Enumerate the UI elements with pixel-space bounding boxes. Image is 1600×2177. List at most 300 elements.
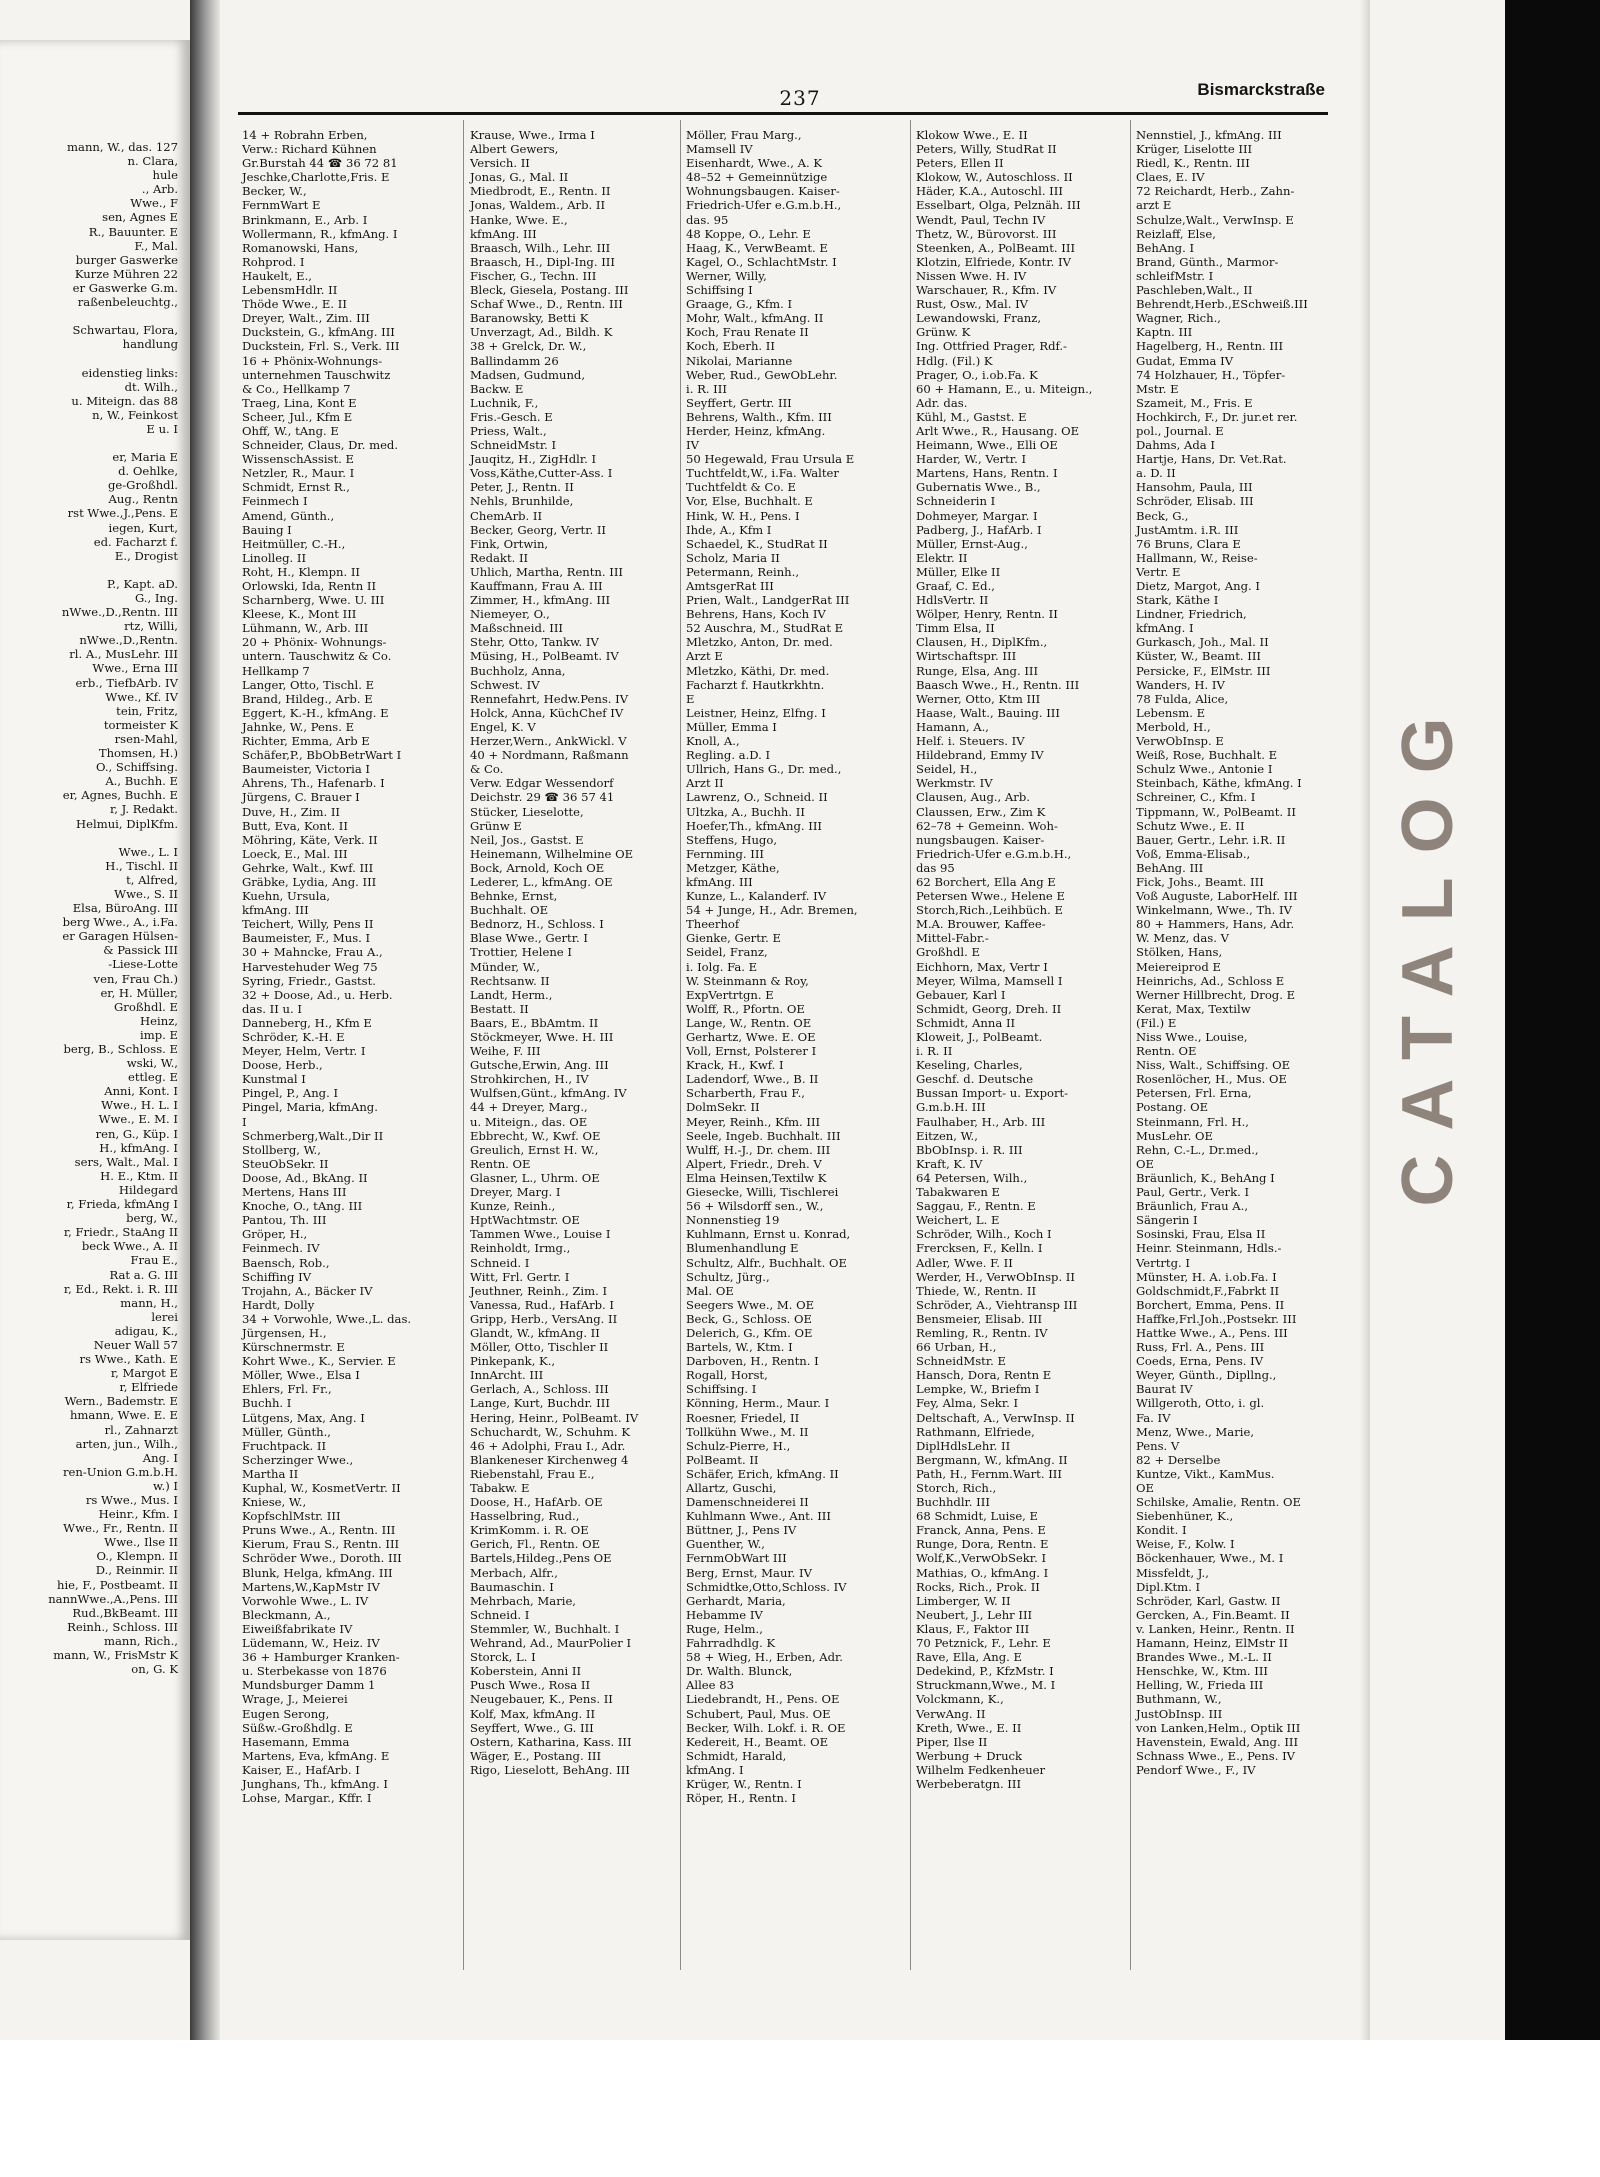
directory-line: Werbeberatgn. III	[916, 1776, 1022, 1791]
directory-line: Leistner, Heinz, Elfng. I	[686, 705, 826, 720]
directory-line: Fernming. III	[686, 846, 764, 861]
directory-line: 46 + Adolphi, Frau I., Adr.	[470, 1438, 626, 1453]
directory-line: Pinkepank, K.,	[470, 1354, 556, 1369]
directory-line: Seele, Ingeb. Buchhalt. III	[686, 1128, 841, 1143]
page-edge	[1360, 0, 1370, 2040]
directory-line: hie, F., Postbeamt. II	[57, 1577, 178, 1592]
directory-line: IV	[686, 438, 699, 453]
directory-line: u. Sterbekasse von 1876	[242, 1664, 387, 1679]
directory-line: Lempke, W., Briefm I	[916, 1382, 1040, 1397]
directory-line: arten, jun., Wilh.,	[75, 1436, 178, 1451]
directory-line: er Garagen Hülsen-	[62, 929, 178, 944]
directory-line: eidenstieg links:	[81, 365, 178, 380]
directory-line: Herzer,Wern., AnkWickl. V	[470, 734, 627, 749]
directory-line: Keseling, Charles,	[916, 1058, 1023, 1073]
directory-line: Gräbke, Lydia, Ang. III	[242, 874, 377, 889]
directory-line: Alpert, Friedr., Dreh. V	[686, 1156, 822, 1171]
directory-line: Tippmann, W., PolBeamt. II	[1136, 804, 1296, 819]
directory-line: Goldschmidt,F.,Fabrkt II	[1136, 1283, 1280, 1298]
directory-line: Rust, Osw., Mal. IV	[916, 297, 1029, 312]
directory-line: Kloweit, J., PolBeamt.	[916, 1030, 1043, 1044]
directory-line: Liedebrandt, H., Pens. OE	[686, 1692, 840, 1707]
directory-line: Damenschneiderei II	[686, 1495, 809, 1510]
directory-line: Wwe., Kf. IV	[105, 689, 178, 704]
directory-line: iegen, Kurt,	[108, 520, 178, 535]
directory-line: Fa. IV	[1136, 1410, 1171, 1425]
directory-line: Seyffert, Wwe., G. III	[470, 1720, 594, 1735]
directory-line: erb., TiefbArb. IV	[75, 675, 178, 690]
directory-line: Tollkühn Wwe., M. II	[686, 1424, 809, 1439]
directory-line: Baranowsky, Betti K	[470, 311, 589, 326]
directory-line: Münder, W.,	[470, 959, 540, 974]
directory-line: E., Drogist	[114, 548, 178, 563]
directory-line: r, Frieda, kfmAng I	[66, 1197, 178, 1212]
directory-line: 36 + Hamburger Kranken-	[242, 1650, 400, 1665]
directory-line: & Co.	[470, 762, 504, 777]
directory-line: Schmidt, Harald,	[686, 1748, 787, 1763]
directory-line: ge-Großhdl.	[107, 478, 178, 493]
directory-line: mann, W., FrisMstr K	[53, 1648, 178, 1663]
directory-line: 62 Borchert, Ella Ang E	[916, 874, 1056, 889]
directory-line: Werner, Willy,	[686, 268, 767, 283]
directory-line: a. D. II	[1136, 466, 1176, 481]
directory-line: Vertr. E	[1136, 564, 1181, 579]
directory-line: Roht, H., Klempn. II	[242, 564, 361, 579]
directory-line: InnArcht. III	[470, 1368, 544, 1383]
directory-line: F., Mal.	[134, 238, 178, 253]
directory-line: Elma Heinsen,Textilw K	[686, 1170, 827, 1185]
directory-line: Syring, Friedr., Gastst.	[242, 973, 376, 988]
directory-line: Weyer, Günth., Dipllng.,	[1136, 1368, 1277, 1383]
directory-line: 48 Koppe, O., Lehr. E	[686, 226, 811, 241]
directory-line: sen, Agnes E	[102, 210, 178, 225]
directory-line: Schmerberg,Walt.,Dir II	[242, 1128, 384, 1143]
directory-line: Ultzka, A., Buchh. II	[686, 804, 805, 819]
directory-line: das. II u. I	[242, 1001, 302, 1016]
directory-line: 20 + Phönix- Wohnungs-	[242, 635, 387, 650]
directory-line: Wrage, J., Meierei	[242, 1692, 348, 1707]
directory-line	[0, 351, 184, 365]
directory-line: HdlsVertr. II	[916, 593, 989, 608]
directory-line: berg, W.,	[126, 1211, 178, 1226]
directory-line: Bleckmann, A.,	[242, 1607, 331, 1622]
directory-line: Großhdl. E	[916, 945, 980, 960]
directory-line: Kagel, O., SchlachtMstr. I	[686, 254, 837, 269]
directory-line: LebensmHdlr. II	[242, 283, 338, 298]
directory-line: berg, B., Schloss. E	[63, 1042, 178, 1056]
column-separator	[463, 120, 464, 1970]
directory-line: Feinmech I	[242, 494, 308, 509]
directory-line: Miedbrodt, E., Rentn. II	[470, 184, 611, 199]
directory-line: Vorwohle Wwe., L. IV	[242, 1593, 369, 1608]
directory-line: Gerich, Fl., Rentn. OE	[470, 1537, 601, 1552]
directory-line: Hansohm, Paula, III	[1136, 480, 1253, 495]
directory-line: Richter, Emma, Arb E	[242, 734, 370, 749]
directory-line: Paul, Gertr., Verk. I	[1136, 1185, 1250, 1200]
directory-line: Eggert, K.-H., kfmAng. E	[242, 705, 389, 720]
directory-line: Lindner, Friedrich,	[1136, 607, 1247, 622]
directory-line: Weber, Rud., GewObLehr.	[686, 367, 838, 382]
directory-line: Reinholdt, Irmg.,	[470, 1241, 571, 1256]
directory-line: Luchnik, F.,	[470, 395, 539, 410]
directory-line: sers, Walt., Mal. I	[74, 1154, 178, 1169]
directory-line: Thöde Wwe., E. II	[242, 297, 347, 312]
directory-line: berg Wwe., A., i.Fa.	[62, 915, 178, 930]
directory-line: Beck, G.,	[1136, 508, 1189, 523]
directory-line: Petersen, Frl. Erna,	[1136, 1086, 1252, 1101]
edge-stamp	[1388, 200, 1482, 1700]
directory-line: Duckstein, G., kfmAng. III	[242, 325, 395, 340]
directory-line: nWwe.,D.,Rentn.	[79, 633, 178, 648]
directory-line: Brinkmann, E., Arb. I	[242, 212, 368, 227]
directory-line: 54 + Junge, H., Adr. Bremen,	[686, 903, 858, 918]
directory-line: Werner Hillbrecht, Drog. E	[1136, 987, 1296, 1002]
directory-line: Glandt, W., kfmAng. II	[470, 1325, 600, 1340]
directory-line: Doose, Herb.,	[242, 1058, 323, 1073]
directory-line: Haase, Walt., Bauing. III	[916, 705, 1060, 720]
directory-line: Limberger, W. II	[916, 1593, 1011, 1608]
directory-line: Riebenstahl, Frau E.,	[470, 1466, 595, 1481]
directory-line: Tabakw. E	[470, 1481, 530, 1495]
directory-line: Rehn, C.-L., Dr.med.,	[1136, 1142, 1259, 1157]
directory-line: u. Miteign. das 88	[71, 393, 178, 408]
directory-line: Niss Wwe., Louise,	[1136, 1030, 1248, 1044]
directory-line: Ohff, W., tAng. E	[242, 423, 339, 438]
directory-line: Saggau, F., Rentn. E	[916, 1199, 1036, 1214]
directory-line: Meyer, Reinh., Kfm. III	[686, 1114, 821, 1129]
directory-line: PolBeamt. II	[686, 1452, 759, 1467]
directory-line: Hildebrand, Emmy IV	[916, 748, 1044, 763]
directory-line: Esselbart, Olga, Pelznäh. III	[916, 198, 1081, 213]
directory-line: n. Clara,	[127, 154, 178, 169]
directory-line: Merbach, Alfr.,	[470, 1565, 558, 1580]
directory-line: Blumenhandlung E	[686, 1241, 799, 1256]
directory-line: 44 + Dreyer, Marg.,	[470, 1100, 588, 1115]
directory-line: Schilske, Amalie, Rentn. OE	[1136, 1495, 1301, 1510]
directory-line: 62–78 + Gemeinn. Woh-	[916, 818, 1058, 833]
column-separator	[1130, 120, 1131, 1970]
directory-line: Werkmstr. IV	[916, 776, 993, 791]
directory-line: Berg, Ernst, Maur. IV	[686, 1565, 813, 1580]
directory-line: Mittel-Fabr.-	[916, 931, 989, 946]
directory-line: Weiß, Rose, Buchhalt. E	[1136, 748, 1278, 763]
directory-line: das. 95	[686, 212, 729, 227]
address-column-4	[916, 128, 1128, 1968]
directory-line: Seegers Wwe., M. OE	[686, 1297, 815, 1312]
directory-line: Krüger, Liselotte III	[1136, 142, 1253, 157]
directory-line: Blankeneser Kirchenweg 4	[470, 1452, 629, 1467]
directory-line: Kolf, Max, kfmAng. II	[470, 1706, 596, 1721]
directory-line: Friedrich-Ufer e.G.m.b.H.,	[916, 846, 1072, 861]
directory-line: r, Margot E	[110, 1366, 178, 1381]
directory-line: Neuer Wall 57	[93, 1337, 178, 1352]
directory-line: Vor, Else, Buchhalt. E	[686, 494, 813, 509]
directory-line: MusLehr. OE	[1136, 1128, 1213, 1143]
directory-line: Kunstmal I	[242, 1072, 306, 1087]
directory-line: Mal. OE	[686, 1283, 734, 1298]
directory-line: arzt E	[1136, 198, 1172, 213]
directory-line: Mertens, Hans III	[242, 1185, 347, 1200]
directory-line: Neubert, J., Lehr III	[916, 1607, 1033, 1622]
directory-line: i. Iolg. Fa. E	[686, 959, 758, 974]
directory-line: Hellkamp 7	[242, 663, 310, 678]
directory-line: Dohmeyer, Margar. I	[916, 508, 1038, 523]
directory-line: Wehrand, Ad., MaurPolier I	[470, 1636, 632, 1651]
directory-line: Langer, Otto, Tischl. E	[242, 677, 375, 692]
directory-line: Roesner, Friedel, II	[686, 1410, 800, 1425]
directory-line: Gercken, A., Fin.Beamt. II	[1136, 1607, 1290, 1622]
directory-line: Blunk, Helga, kfmAng. III	[242, 1565, 393, 1580]
directory-line: Voll, Ernst, Polsterer I	[686, 1044, 817, 1059]
directory-line: 34 + Vorwohle, Wwe.,L. das.	[242, 1311, 412, 1326]
directory-line: Grünw E	[470, 818, 522, 833]
directory-line: Redakt. II	[470, 550, 529, 565]
directory-line: Mehrbach, Marie,	[470, 1593, 576, 1608]
directory-line: Martens, Hans, Rentn. I	[916, 466, 1058, 481]
directory-line: schleifMstr. I	[1136, 268, 1214, 283]
directory-line: Wulff, H.-J., Dr. chem. III	[686, 1142, 831, 1157]
directory-line: Heinemann, Wilhelmine OE	[470, 846, 634, 861]
directory-line: Krause, Wwe., Irma I	[470, 128, 595, 142]
directory-line: Deichstr. 29 ☎ 36 57 41	[470, 790, 615, 805]
directory-line: Missfeldt, J.,	[1136, 1565, 1209, 1580]
directory-line: i. R. III	[686, 381, 727, 396]
directory-line: VerwAng. II	[916, 1706, 986, 1721]
directory-line: Gudat, Emma IV	[1136, 353, 1234, 368]
directory-line: Bräunlich, K., BehAng I	[1136, 1170, 1275, 1185]
directory-line: nungsbaugen. Kaiser-	[916, 832, 1045, 847]
directory-line: r, Ed., Rekt. i. R. III	[63, 1281, 178, 1296]
directory-line: Rentn. OE	[470, 1156, 531, 1171]
directory-line: Scherzinger Wwe.,	[242, 1452, 354, 1467]
directory-line: Thetz, W., Bürovorst. III	[916, 226, 1057, 241]
directory-line: Schröder, Karl, Gastw. II	[1136, 1593, 1281, 1608]
directory-line: Butt, Eva, Kont. II	[242, 818, 348, 833]
directory-line: Martens,W.,KapMstr IV	[242, 1579, 380, 1594]
directory-line: Haffke,Frl.Joh.,Postsekr. III	[1136, 1311, 1297, 1326]
directory-line: Warschauer, R., Kfm. IV	[916, 283, 1057, 298]
directory-line: Arzt E	[686, 649, 723, 664]
directory-line: Lawrenz, O., Schneid. II	[686, 790, 828, 805]
directory-line: Gebauer, Karl I	[916, 987, 1006, 1002]
directory-line: Helling, W., Frieda III	[1136, 1678, 1264, 1693]
directory-line: Haag, K., VerwBeamt. E	[686, 240, 828, 255]
directory-line: Werner, Otto, Ktm III	[916, 691, 1041, 706]
directory-line: Pens. V	[1136, 1438, 1180, 1453]
directory-line: er, Maria E	[112, 450, 178, 465]
directory-line: Bauing I	[242, 522, 292, 537]
directory-line: pol., Journal. E	[1136, 423, 1224, 438]
directory-line: W. Menz, das. V	[1136, 931, 1229, 946]
directory-line: hmann, Wwe. E. E	[69, 1408, 178, 1423]
directory-line: Behnke, Ernst,	[470, 889, 558, 904]
directory-line: Wwe., E. M. I	[98, 1112, 178, 1127]
directory-line: Hink, W. H., Pens. I	[686, 508, 800, 523]
directory-line: Steinmann, Frl. H.,	[1136, 1114, 1249, 1129]
directory-line: kfmAng. I	[1136, 621, 1194, 636]
directory-line: Baumeister, F., Mus. I	[242, 931, 371, 946]
directory-line: Claes, E. IV	[1136, 170, 1205, 185]
directory-line: Buchholz, Anna,	[470, 663, 566, 678]
directory-line: Rosenlöcher, H., Mus. OE	[1136, 1072, 1287, 1087]
directory-line: Landt, Herm.,	[470, 987, 553, 1002]
directory-line: mann, Rich.,	[104, 1633, 178, 1648]
directory-line: Stehr, Otto, Tankw. IV	[470, 635, 599, 650]
directory-line: Petersen Wwe., Helene E	[916, 889, 1065, 904]
directory-line: Lederer, L., kfmAng. OE	[470, 874, 613, 889]
book-gutter	[190, 0, 220, 2040]
directory-line: Schwest. IV	[470, 677, 540, 692]
directory-line: Unverzagt, Ad., Bildh. K	[470, 325, 613, 340]
directory-line: kfmAng. III	[686, 874, 753, 889]
directory-line: 66 Urban, H.,	[916, 1340, 997, 1355]
directory-line: Glasner, L., Uhrm. OE	[470, 1170, 600, 1185]
directory-line: Martha II	[242, 1466, 299, 1481]
directory-line: Buchhdlr. III	[916, 1495, 990, 1510]
directory-line: Müller, Elke II	[916, 564, 1001, 579]
directory-line: Gerhartz, Wwe. E. OE	[686, 1030, 816, 1044]
directory-line: Schneiderin I	[916, 494, 996, 509]
directory-line: Nehls, Brunhilde,	[470, 494, 574, 509]
directory-line: Baasch Wwe., H., Rentn. III	[916, 677, 1080, 692]
directory-line: OE	[1136, 1481, 1154, 1495]
directory-line: Theerhof	[686, 917, 740, 932]
directory-line: 52 Auschra, M., StudRat E	[686, 621, 844, 636]
directory-line: M.A. Brouwer, Kaffee-	[916, 917, 1046, 932]
directory-line: Mundsburger Damm 1	[242, 1678, 376, 1693]
directory-line	[0, 563, 184, 577]
directory-line: P., Kapt. aD.	[106, 576, 178, 591]
directory-line: Nikolai, Marianne	[686, 353, 793, 368]
directory-line: ven, Frau Ch.)	[93, 971, 178, 986]
directory-line: Traeg, Lina, Kont E	[242, 395, 357, 410]
directory-line: Henschke, W., Ktm. III	[1136, 1664, 1268, 1679]
directory-line: -Liese-Lotte	[108, 957, 178, 972]
directory-line: Junghans, Th., kfmAng. I	[242, 1776, 388, 1791]
directory-line: Becker, Georg, Vertr. II	[470, 522, 607, 537]
directory-line: Gubernatis Wwe., B.,	[916, 480, 1041, 495]
directory-line: Fris.-Gesch. E	[470, 409, 553, 424]
directory-line: Path, H., Fernm.Wart. III	[916, 1466, 1062, 1481]
directory-line: Becker, Wilh. Lokf. i. R. OE	[686, 1720, 846, 1735]
directory-line: Wwe., Erna III	[92, 661, 178, 676]
directory-line: Brand, Hildeg., Arb. E	[242, 691, 373, 706]
directory-line: Schröder, Wilh., Koch I	[916, 1227, 1052, 1242]
directory-line: lerei	[151, 1309, 178, 1324]
directory-line: t, Alfred,	[126, 872, 178, 887]
directory-line: mann, H.,	[120, 1295, 178, 1310]
directory-line: Baensch, Rob.,	[242, 1255, 330, 1270]
directory-line: Deltschaft, A., VerwInsp. II	[916, 1410, 1075, 1425]
directory-line: Kaptn. III	[1136, 325, 1193, 340]
directory-line: Lewandowski, Franz,	[916, 311, 1042, 326]
directory-line: tein, Fritz,	[116, 703, 178, 718]
directory-line: Niss, Walt., Schiffsing. OE	[1136, 1058, 1291, 1073]
directory-line: Hasemann, Emma	[242, 1734, 350, 1749]
directory-line: 50 Hegewald, Frau Ursula E	[686, 452, 855, 467]
directory-line: Eitzen, W.,	[916, 1128, 978, 1143]
directory-line: WissenschAssist. E	[242, 452, 354, 467]
directory-line: Schubert, Paul, Mus. OE	[686, 1706, 831, 1721]
directory-line: Strohkirchen, H., IV	[470, 1072, 589, 1087]
directory-line: Mamsell IV	[686, 142, 753, 157]
directory-line: Kierum, Frau S., Rentn. III	[242, 1537, 400, 1552]
directory-line: Schulz Wwe., Antonie I	[1136, 762, 1273, 777]
directory-line: 60 + Hamann, E., u. Miteign.,	[916, 381, 1093, 396]
directory-line: Dipl.Ktm. I	[1136, 1579, 1201, 1594]
directory-line: er, H. Müller,	[100, 985, 178, 1000]
directory-line: 74 Holzhauer, H., Töpfer-	[1136, 367, 1286, 382]
directory-line: Netzler, R., Maur. I	[242, 466, 355, 481]
directory-line: ren, G., Küp. I	[95, 1126, 178, 1141]
directory-line: Großhdl. E	[114, 999, 178, 1014]
directory-line: Hansch, Dora, Rentn E	[916, 1368, 1052, 1383]
directory-line: Gienke, Gertr. E	[686, 931, 781, 946]
directory-line: Stölken, Hans,	[1136, 945, 1223, 960]
directory-line: Buchh. I	[242, 1396, 292, 1411]
directory-line: Rogall, Horst,	[686, 1368, 768, 1383]
column-separator	[680, 120, 681, 1970]
directory-line: Lühmann, W., Arb. III	[242, 621, 369, 636]
directory-line: Koch, Eberh. II	[686, 339, 775, 354]
directory-line: Hallmann, W., Reise-	[1136, 550, 1258, 565]
directory-line: Timm Elsa, II	[916, 621, 995, 636]
directory-line: on, G. K	[131, 1662, 178, 1677]
directory-line: Hasselbring, Rud.,	[470, 1509, 580, 1524]
directory-line: Bednorz, H., Schloss. I	[470, 917, 604, 932]
directory-line: Böckenhauer, Wwe., M. I	[1136, 1551, 1284, 1566]
directory-line: Doose, H., HafArb. OE	[470, 1495, 603, 1510]
edge-stamp-text: CATALOG	[1388, 693, 1468, 1207]
directory-line: 64 Petersen, Wilh.,	[916, 1170, 1028, 1185]
directory-line: Wwe., L. I	[118, 844, 178, 859]
directory-line: Regling. a.D. I	[686, 748, 771, 763]
directory-line: Scharnberg, Wwe. U. III	[242, 593, 385, 608]
directory-line: tormeister K	[103, 717, 178, 732]
directory-line: Weise, F., Kolw. I	[1136, 1537, 1235, 1552]
directory-line: Kunze, Reinh.,	[470, 1199, 556, 1214]
directory-line: Rigo, Lieselott, BehAng. III	[470, 1762, 630, 1777]
directory-line: Seidel, Franz,	[686, 945, 768, 960]
directory-line: er Gaswerke G.m.	[72, 280, 178, 295]
directory-line: Rat a. G. III	[109, 1267, 178, 1282]
directory-line: R., Bauunter. E	[88, 224, 178, 239]
directory-line: Schäfer, Erich, kfmAng. II	[686, 1466, 839, 1481]
directory-line: Bartels, W., Ktm. I	[686, 1340, 793, 1355]
directory-line: JustObInsp. III	[1136, 1706, 1223, 1721]
directory-line: H., Tischl. II	[105, 858, 178, 873]
directory-line: Rave, Ella, Ang. E	[916, 1650, 1022, 1665]
directory-line: Gerhardt, Maria,	[686, 1593, 786, 1608]
directory-line: Remling, R., Rentn. IV	[916, 1325, 1048, 1340]
directory-line: Möller, Otto, Tischler II	[470, 1340, 609, 1355]
directory-line: Amend, Günth.,	[242, 508, 335, 523]
directory-line: Hanke, Wwe. E.,	[470, 212, 568, 227]
directory-line: Schiffsing I	[686, 283, 753, 298]
directory-line: Möller, Frau Marg.,	[686, 128, 802, 142]
address-column-1	[242, 128, 460, 1968]
directory-line: Wendt, Paul, Techn IV	[916, 212, 1046, 227]
directory-line: E u. I	[146, 421, 178, 436]
directory-line: Hdlg. (Fil.) K	[916, 353, 993, 368]
directory-line: Storck, L. I	[470, 1650, 536, 1665]
directory-line: & Co., Hellkamp 7	[242, 381, 351, 396]
left-facing-page	[0, 40, 192, 1940]
directory-line: Stemmler, W., Buchhalt. I	[470, 1621, 620, 1636]
directory-line: AmtsgerRat III	[686, 579, 774, 593]
directory-line: beck Wwe., A. II	[81, 1239, 178, 1254]
directory-line: Bestatt. II	[470, 1001, 529, 1016]
